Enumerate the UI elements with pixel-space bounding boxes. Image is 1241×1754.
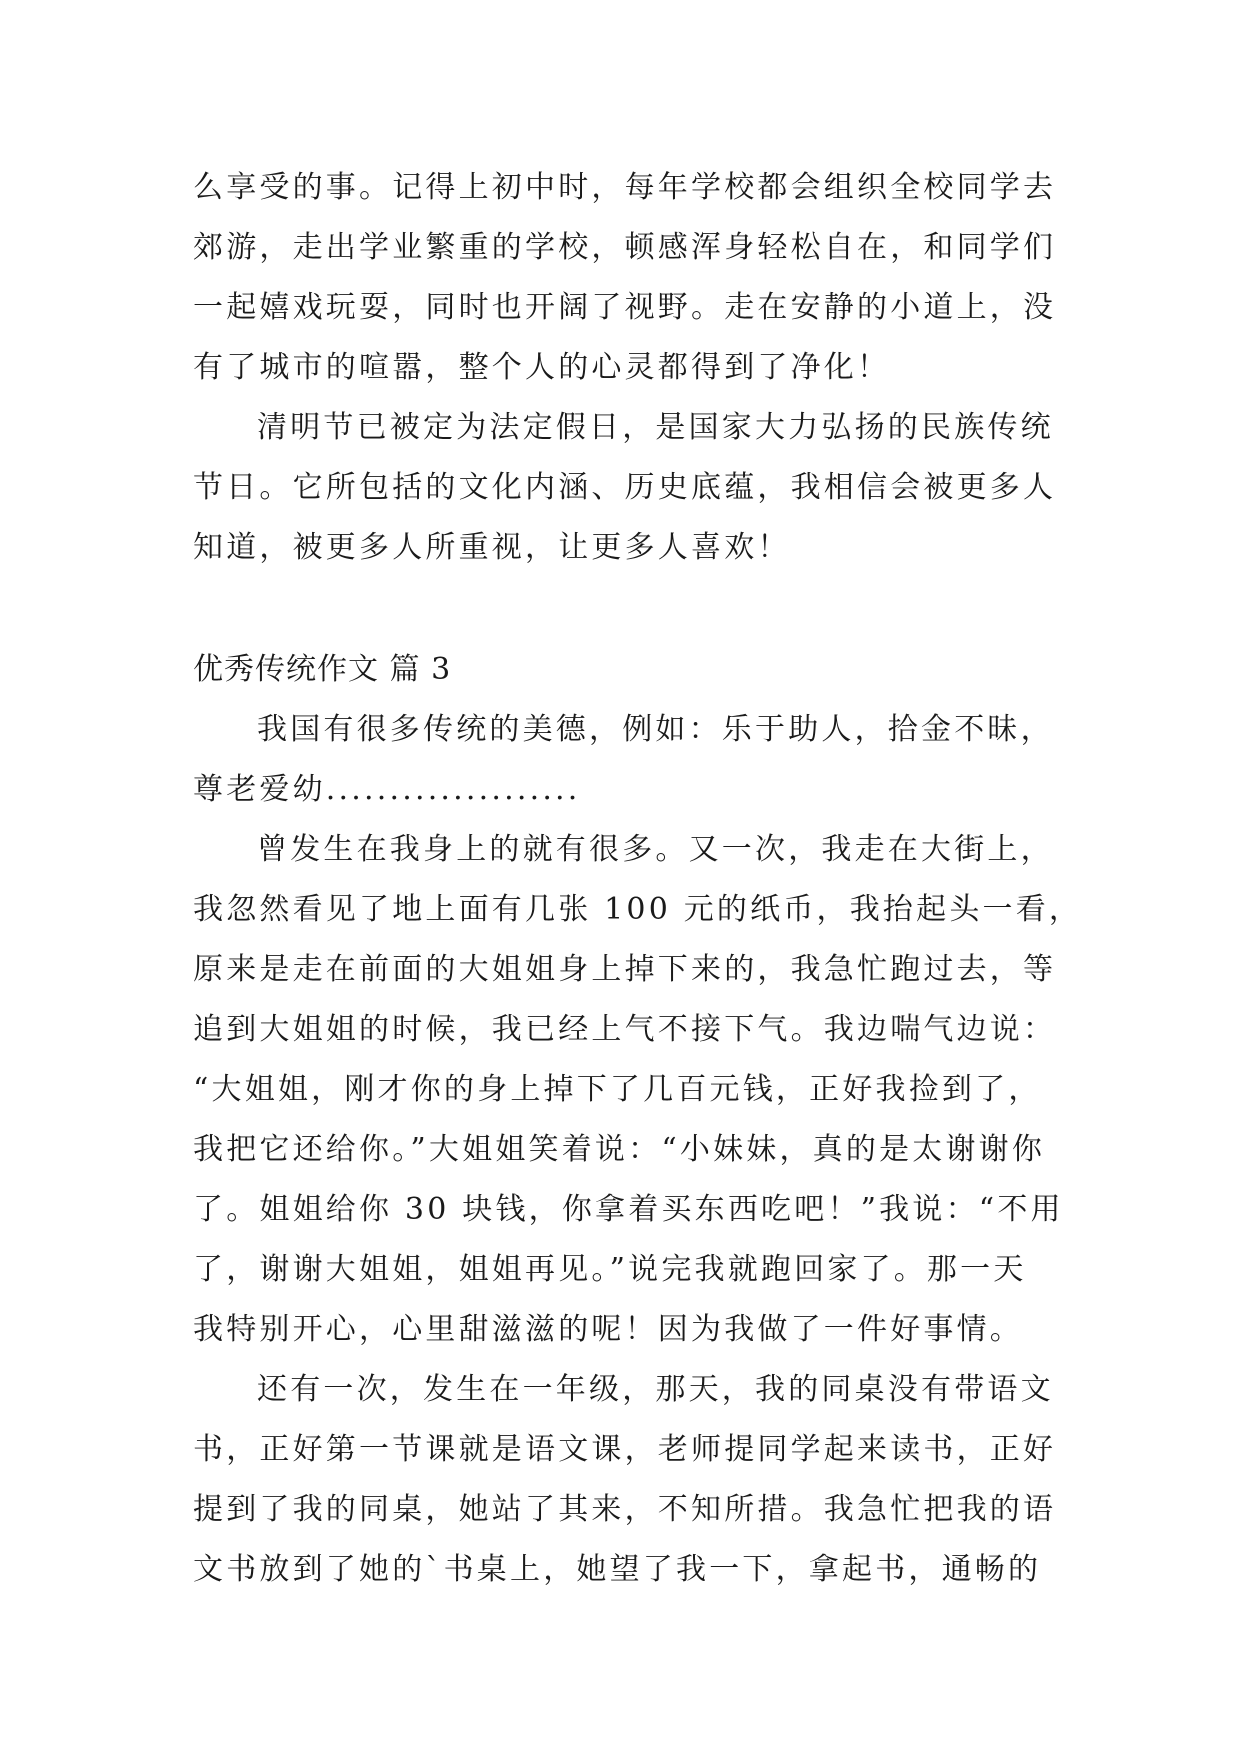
text-line: 书，正好第一节课就是语文课，老师提同学起来读书，正好: [193, 1432, 1057, 1467]
text-line: 知道，被更多人所重视，让更多人喜欢！: [193, 530, 791, 565]
paragraph: [193, 1360, 1073, 1600]
text-line: 了。姐姐给你 30 块钱，你拿着买东西吃吧！”我说：“不用: [193, 1192, 1064, 1227]
text-line: 了，谢谢大姐姐，姐姐再见。”说完我就跑回家了。那一天: [193, 1252, 1027, 1287]
text-line: 尊老爱幼....................: [193, 772, 581, 807]
paragraph: [193, 820, 1083, 1360]
text-line: 提到了我的同桌，她站了其来，不知所措。我急忙把我的语: [193, 1492, 1057, 1527]
text-line: 追到大姐姐的时候，我已经上气不接下气。我边喘气边说：: [193, 1012, 1057, 1047]
text-line: 我把它还给你。”大姐姐笑着说：“小妹妹，真的是太谢谢你: [193, 1132, 1046, 1167]
text-line: 还有一次，发生在一年级，那天，我的同桌没有带语文: [257, 1372, 1054, 1407]
text-line: 我特别开心，心里甜滋滋的呢！因为我做了一件好事情。: [193, 1312, 1023, 1347]
text-line: 曾发生在我身上的就有很多。又一次，我走在大街上，: [257, 832, 1054, 867]
text-line: 么享受的事。记得上初中时，每年学校都会组织全校同学去: [193, 170, 1057, 205]
text-line: 文书放到了她的`书桌上，她望了我一下，拿起书，通畅的: [193, 1552, 1042, 1587]
paragraph: [193, 398, 1073, 578]
text-line: 我忽然看见了地上面有几张 100 元的纸币，我抬起头一看，: [193, 892, 1083, 927]
text-line: 郊游，走出学业繁重的学校，顿感浑身轻松自在，和同学们: [193, 230, 1057, 265]
text-line: 我国有很多传统的美德，例如：乐于助人，拾金不昧，: [257, 712, 1054, 747]
section-title: 优秀传统作文 篇 3: [193, 652, 452, 687]
text-line: 原来是走在前面的大姐姐身上掉下来的，我急忙跑过去，等: [193, 952, 1057, 987]
text-line: 节日。它所包括的文化内涵、历史底蕴，我相信会被更多人: [193, 470, 1057, 505]
text-line: “大姐姐，刚才你的身上掉下了几百元钱，正好我捡到了，: [193, 1072, 1042, 1107]
text-line: 一起嬉戏玩耍，同时也开阔了视野。走在安静的小道上，没: [193, 290, 1057, 325]
text-line: 清明节已被定为法定假日，是国家大力弘扬的民族传统: [257, 410, 1054, 445]
paragraph: [193, 700, 1073, 820]
document-body: [193, 158, 1083, 1600]
text-line: 有了城市的喧嚣，整个人的心灵都得到了净化！: [193, 350, 891, 385]
paragraph: [193, 158, 1073, 398]
